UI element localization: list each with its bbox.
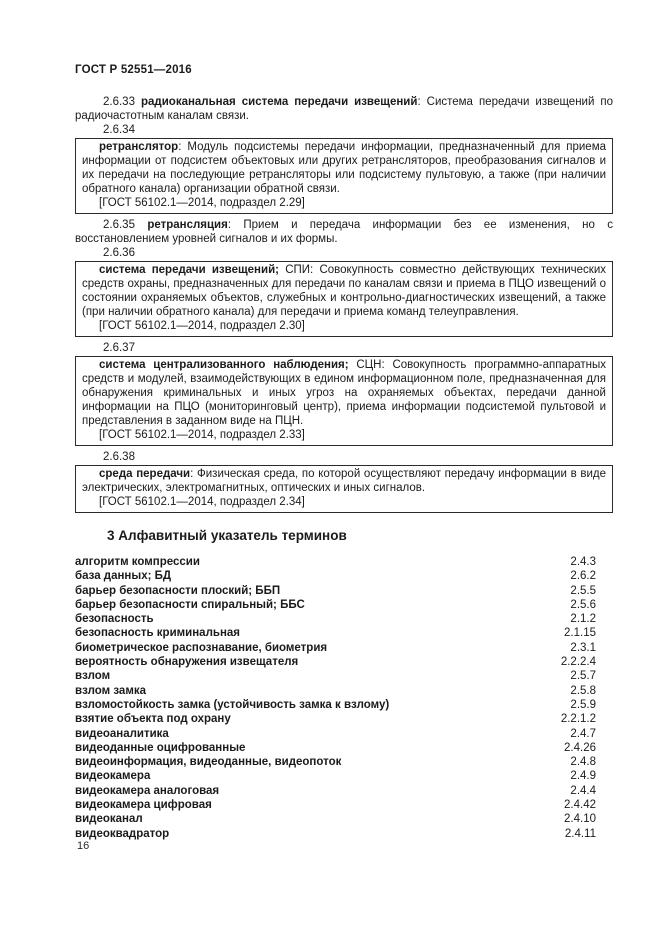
- entry-number: 2.6.35: [103, 219, 135, 231]
- index-entry: [75, 784, 596, 798]
- index-entry: [75, 812, 596, 826]
- alphabetical-index: [75, 555, 596, 841]
- term-name: система передачи извещений;: [99, 264, 279, 276]
- entry-number: 2.6.36: [103, 247, 135, 259]
- index-ref: 2.5.6: [570, 598, 596, 611]
- term-separator: :: [178, 141, 188, 153]
- term-definition: Физическая среда, по которой осуществляют передачу информации в виде электрических, электромагнитных, оптических и иных сигналов.: [82, 468, 607, 494]
- index-ref: 2.4.42: [564, 799, 596, 812]
- index-term: видеоквадратор: [75, 827, 170, 840]
- index-entry: [75, 612, 596, 626]
- index-ref: 2.4.7: [570, 727, 596, 740]
- index-term: барьер безопасности плоский; ББП: [75, 584, 281, 597]
- index-term: видеокамера цифровая: [75, 799, 212, 812]
- entry-number: 2.6.34: [103, 124, 135, 136]
- term-name: радиоканальная система передачи извещений: [141, 96, 418, 108]
- term-separator: :: [417, 96, 427, 108]
- term-definition: Модуль подсистемы передачи информации, предназначенный для приема информации от подсистем объектовых или других ретрансляторов, преобразования сигналов и их передачи на последующие ретрансляторы или подсистему пультовую, а также (при наличии обратного канала) организации обратной связи.: [82, 141, 607, 195]
- entry-number: 2.6.33: [103, 96, 135, 108]
- index-ref: 2.5.9: [570, 698, 596, 711]
- index-term: безопасность: [75, 613, 154, 626]
- term-paragraph: [82, 467, 606, 495]
- index-entry: [75, 598, 596, 612]
- gost-source-text: [ГОСТ 56102.1—2014, подраздел 2.29]: [99, 197, 305, 209]
- index-ref: 2.5.5: [570, 584, 596, 597]
- index-ref: 2.2.2.4: [560, 656, 596, 669]
- term-definition: Совокупность программно-аппаратных средств и модулей, взаимодействующих в едином информационном поле, предназначенная для обнаружения криминальных и иных угроз на охраняемых объектах, передачи данной информации на ПЦО (мониторинговый центр), приема информации подсистемой пультовой и представления в заданном виде на ПЦН.: [82, 359, 607, 427]
- index-term: вероятность обнаружения извещателя: [75, 656, 299, 669]
- entry-number-line: [75, 123, 613, 137]
- boxed-term-entry: [75, 246, 613, 337]
- index-entry: [75, 698, 596, 712]
- term-paragraph: [82, 358, 606, 428]
- index-heading: 3 Алфавитный указатель терминов: [107, 528, 347, 543]
- term-paragraph: [75, 95, 613, 123]
- index-entry: [75, 798, 596, 812]
- terms-definitions-section: [75, 95, 613, 513]
- term-separator: :: [190, 468, 198, 480]
- gost-source-text: [ГОСТ 56102.1—2014, подраздел 2.34]: [99, 496, 305, 508]
- index-entry: [75, 555, 596, 569]
- index-entry: [75, 755, 596, 769]
- index-ref: 2.2.1.2: [560, 713, 596, 726]
- term-separator: СПИ:: [278, 264, 320, 276]
- term-separator: СЦН:: [348, 359, 393, 371]
- index-ref: 2.4.11: [564, 827, 596, 840]
- entry-number: 2.6.37: [103, 342, 135, 354]
- term-paragraph: [82, 263, 606, 319]
- gost-source-reference: [82, 319, 606, 333]
- index-term: биометрическое распознавание, биометрия: [75, 641, 328, 654]
- gost-source-reference: [82, 428, 606, 442]
- index-term: видеоинформация, видеоданные, видеопоток: [75, 756, 342, 769]
- index-ref: 2.4.10: [564, 813, 596, 826]
- index-entry: [75, 584, 596, 598]
- definition-box: [75, 356, 613, 446]
- index-term: взлом замка: [75, 684, 146, 697]
- term-name: ретрансляция: [147, 219, 228, 231]
- index-term: взломостойкость замка (устойчивость замка к взлому): [75, 698, 390, 711]
- index-term: видеокамера аналоговая: [75, 784, 220, 797]
- index-ref: 2.4.4: [570, 784, 596, 797]
- index-ref: 2.1.2: [570, 613, 596, 626]
- term-paragraph: [82, 140, 606, 196]
- doc-header: ГОСТ Р 52551—2016: [75, 64, 192, 76]
- index-ref: 2.4.3: [570, 556, 596, 568]
- term-name: система централизованного наблюдения;: [99, 359, 349, 371]
- term-name: среда передачи: [99, 468, 191, 480]
- term-paragraph: [75, 218, 613, 246]
- index-entry: [75, 684, 596, 698]
- index-ref: 2.4.26: [564, 741, 596, 754]
- term-name: ретранслятор: [99, 141, 179, 153]
- index-ref: 2.1.15: [564, 627, 596, 640]
- entry-number-line: [75, 341, 613, 355]
- entry-number-line: [75, 450, 613, 464]
- definition-box: [75, 261, 613, 337]
- index-term: видеокамера: [75, 770, 151, 783]
- index-term: база данных; БД: [75, 570, 172, 583]
- boxed-term-entry: [75, 341, 613, 446]
- index-ref: 2.4.9: [570, 770, 596, 783]
- term-definition: Совокупность совместно действующих технических средств охраны, предназначенных для передачи по каналам связи и приема в ПЦО извещений о состоянии охраняемых объектов, служебных и контрольно-диагностических извещений, а также (при наличии обратного канала) для передачи и приема команд телеуправления.: [82, 264, 606, 318]
- boxed-term-entry: [75, 450, 613, 513]
- definition-box: [75, 465, 613, 513]
- index-entry: [75, 727, 596, 741]
- definition-box: [75, 138, 613, 214]
- index-entry: [75, 712, 596, 726]
- gost-source-text: [ГОСТ 56102.1—2014, подраздел 2.30]: [99, 320, 305, 332]
- content-area: [75, 63, 613, 841]
- term-separator: :: [227, 219, 244, 231]
- gost-source-reference: [82, 196, 606, 210]
- index-term: безопасность криминальная: [75, 627, 240, 640]
- index-entry: [75, 669, 596, 683]
- index-entry: [75, 641, 596, 655]
- entry-number: 2.6.38: [103, 451, 135, 463]
- entry-number-line: [75, 246, 613, 260]
- index-term: взятие объекта под охрану: [75, 713, 231, 726]
- page-number: 16: [77, 840, 90, 852]
- index-entry: [75, 569, 596, 583]
- index-term: видеоканал: [75, 813, 143, 826]
- term-definition: Система передачи извещений по радиочастотным каналам связи.: [75, 96, 614, 122]
- index-ref: 2.5.7: [570, 670, 596, 683]
- index-entry: [75, 769, 596, 783]
- index-term: видеоаналитика: [75, 727, 169, 740]
- gost-source-reference: [82, 495, 606, 509]
- index-entry: [75, 626, 596, 640]
- boxed-term-entry: [75, 123, 613, 214]
- index-term: барьер безопасности спиральный; ББС: [75, 598, 305, 611]
- index-entry: [75, 741, 596, 755]
- index-term: алгоритм компрессии: [75, 556, 200, 568]
- term-definition: Прием и передача информации без ее изменения, но с восстановлением уровней сигналов и их формы.: [75, 219, 613, 245]
- gost-source-text: [ГОСТ 56102.1—2014, подраздел 2.33]: [99, 429, 305, 441]
- index-term: взлом: [75, 670, 111, 683]
- index-ref: 2.5.8: [570, 684, 596, 697]
- index-ref: 2.3.1: [570, 641, 596, 654]
- index-entry: [75, 827, 596, 841]
- index-ref: 2.4.8: [570, 756, 596, 769]
- index-ref: 2.6.2: [570, 570, 596, 583]
- index-entry: [75, 655, 596, 669]
- index-term: видеоданные оцифрованные: [75, 741, 246, 754]
